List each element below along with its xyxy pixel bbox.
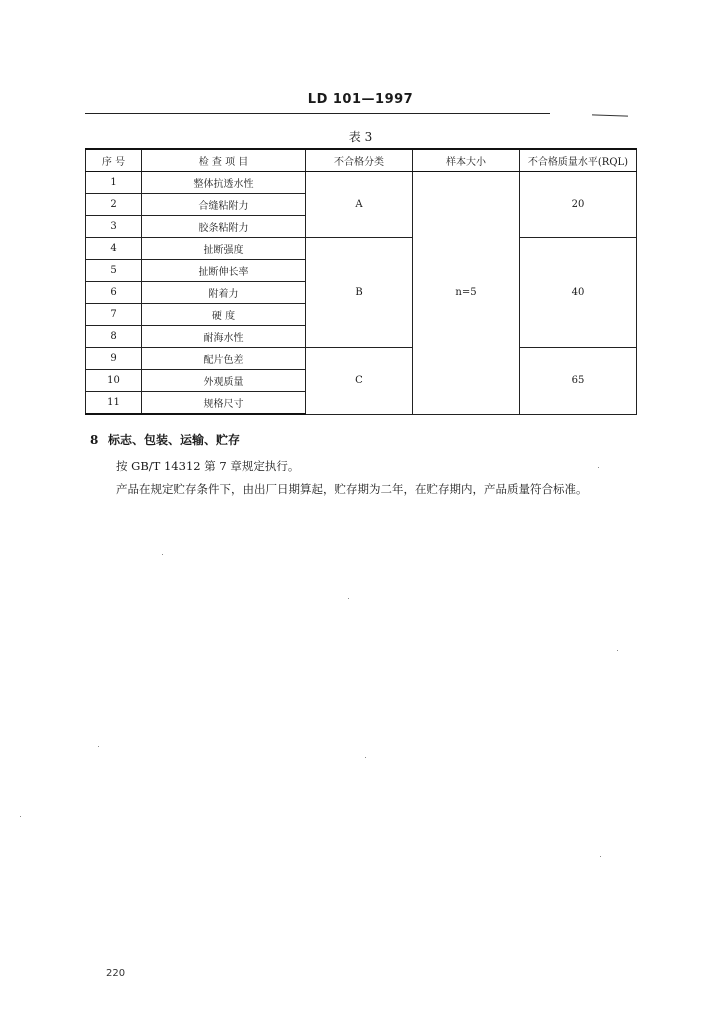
class-cell: C [306, 348, 413, 415]
row-item: 外观质量 [142, 370, 306, 392]
header-sample-size: 样本大小 [413, 149, 520, 172]
rql-cell: 20 [520, 172, 637, 238]
paragraph: 按 GB/T 14312 第 7 章规定执行。 [116, 459, 300, 473]
table-caption: 表 3 [348, 130, 373, 144]
scan-speck [162, 554, 163, 555]
row-number: 11 [86, 392, 142, 415]
row-item: 扯断强度 [142, 238, 306, 260]
row-number: 9 [86, 348, 142, 370]
row-number: 4 [86, 238, 142, 260]
rql-cell: 65 [520, 348, 637, 415]
row-item: 硬 度 [142, 304, 306, 326]
rql-cell: 40 [520, 238, 637, 348]
table-row [86, 238, 637, 260]
class-cell: A [306, 172, 413, 238]
section-number: 8 [90, 433, 99, 447]
section-heading [90, 431, 240, 448]
row-number: 7 [86, 304, 142, 326]
row-number: 3 [86, 216, 142, 238]
row-number: 6 [86, 282, 142, 304]
scan-speck [617, 650, 618, 651]
scan-speck [598, 467, 599, 468]
table-row [86, 348, 637, 370]
row-number: 8 [86, 326, 142, 348]
row-item: 扯断伸长率 [142, 260, 306, 282]
scan-speck [20, 816, 21, 817]
row-item: 耐海水性 [142, 326, 306, 348]
header-rule [85, 113, 550, 114]
inspection-table [85, 148, 637, 415]
sample-size-cell: n=5 [413, 172, 520, 415]
row-item: 合缝粘附力 [142, 194, 306, 216]
header-class: 不合格分类 [306, 149, 413, 172]
row-number: 2 [86, 194, 142, 216]
scan-speck [98, 746, 99, 747]
row-item: 整体抗透水性 [142, 172, 306, 194]
class-cell: B [306, 238, 413, 348]
paragraph: 产品在规定贮存条件下，由出厂日期算起，贮存期为二年，在贮存期内，产品质量符合标准。 [116, 482, 588, 496]
header-rql: 不合格质量水平(RQL) [520, 149, 637, 172]
row-number: 5 [86, 260, 142, 282]
header-no: 序 号 [86, 149, 142, 172]
row-item: 附着力 [142, 282, 306, 304]
header-rule-fragment [592, 114, 628, 116]
document-code: LD 101—1997 [307, 92, 414, 107]
table-row [86, 172, 637, 194]
scan-speck [348, 598, 349, 599]
scan-speck [600, 856, 601, 857]
row-number: 10 [86, 370, 142, 392]
scan-speck [365, 757, 366, 758]
row-item: 规格尺寸 [142, 392, 306, 415]
section-title: 标志、包装、运输、贮存 [108, 433, 241, 447]
table-header-row [86, 149, 637, 172]
header-item: 检 查 项 目 [142, 149, 306, 172]
row-item: 胶条粘附力 [142, 216, 306, 238]
page-number: 220 [106, 968, 126, 979]
row-number: 1 [86, 172, 142, 194]
row-item: 配片色差 [142, 348, 306, 370]
